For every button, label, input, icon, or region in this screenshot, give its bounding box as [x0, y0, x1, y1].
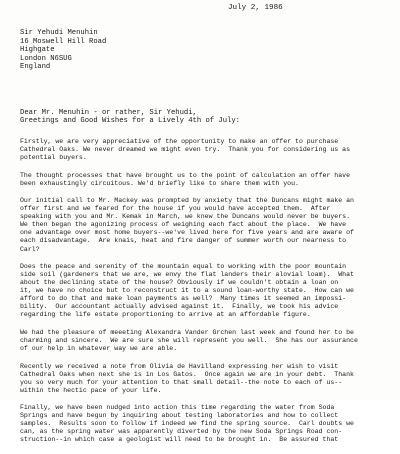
body-line: struction--in which case a geologist will need to be brought in. Be assured that [20, 436, 339, 444]
address-line: London N6SUG [20, 54, 72, 63]
paragraph [20, 404, 392, 444]
body-line: potential buyers. [20, 154, 87, 162]
body-line: of our help in whatever way we are able. [20, 344, 178, 352]
body-line: Recently we received a note from Olivia de Havilland expressing her wish to visit [20, 362, 339, 370]
body-line: offer first and we feared for the house if you would have accepted them. After [20, 205, 331, 213]
body-line: one advantage over most home buyers--we've lived here for five years and are aware of [20, 229, 354, 237]
body-line: Firstly, we are very appreciative of the opportunity to make an offer to purchase [20, 138, 339, 145]
recipient-address [20, 29, 106, 72]
paragraph [20, 172, 392, 188]
body-line: regarding the life estate proportioning to arrive at an affordable figure. [20, 311, 311, 319]
body-line: We had the pleasure of meeeting Alexandra Vander Grchen last week and found her to be [20, 328, 354, 336]
body-line: speaking with you and Mr. Kemak in March, we knew the Duncans would never be buyers. [20, 213, 351, 221]
address-line: 16 Moswell Hill Road [20, 37, 107, 46]
body-line: been exhaustingly circuitous. We'd briefly like to share them with you. [20, 179, 299, 187]
body-line: within the hectic pace of your life. [20, 386, 162, 394]
body-line: charming and sincere. We are sure she will represent you well. She has our assurance [20, 336, 358, 344]
body-line: Springs and have begun by inquiring about testing laboratories and how to collect [20, 412, 339, 420]
body-line: The thought processes that have brought us to the point of calculation an offer have [20, 171, 351, 179]
letter-body [20, 138, 392, 454]
body-line: side soil (gardeners that we are, we envy the flat landers their alovial loam). What [20, 271, 354, 279]
body-line: it, we have no choice but to reconstruct it to a sound loan-worthy state. How can we [20, 287, 354, 295]
body-line: Our initial call to Mr. Mackey was prompted by anxiety that the Duncans might make an [20, 197, 354, 205]
body-line: Carl? [20, 245, 40, 253]
paragraph [20, 197, 392, 253]
body-line: We then began the agonizing process of weighing each fact about the place. We have [20, 221, 347, 229]
paragraph [20, 138, 392, 162]
paragraph [20, 363, 392, 395]
address-line: Sir Yehudi Menuhin [20, 29, 98, 37]
address-line: Highgate [20, 46, 55, 55]
body-line: Does the peace and serenity of the mountain equal to working with the poor mountain [20, 263, 347, 271]
body-line: about the declining state of the house? Obviously if we couldn't obtain a loan on [20, 279, 339, 287]
body-line: samples. Results soon to follow if indeed we find the spring source. Carl doubts we [20, 420, 354, 428]
salutation [20, 109, 240, 125]
letter-date: July 2, 1986 [228, 4, 283, 12]
address-line: England [20, 63, 51, 72]
body-line: you so very much for your attention to that small detail--the note to each of us-- [20, 378, 343, 386]
body-line: Finally, we have been nudged into action this time regarding the water from Soda [20, 404, 335, 412]
body-line: afford to do that and make loan payments as well? Many times it seemed an impossi- [20, 295, 347, 303]
paragraph [20, 263, 392, 319]
salutation-line: Greetings and Good Wishes for a Lively 4th of July: [20, 117, 240, 126]
body-line: bility. Our accountant actually advised against it. Finally, we took his advice [20, 303, 339, 311]
salutation-line: Dear Mr. Menuhin - or rather, Sir Yehudi, [20, 109, 197, 117]
paragraph [20, 329, 392, 353]
body-line: each disadvantage. Are knais, heat and fire danger of summer worth our nearness to [20, 237, 347, 245]
body-line: Cathedral Oaks when next she is in Los Gatos. Once again we are in your debt. Thank [20, 370, 354, 378]
body-line: can, as the spring water was apparently diverted by the new Soda Springs Road con- [20, 428, 343, 436]
body-line: Cathedral Oaks. We never dreamed we might even try. Thank you for considering us as [20, 146, 351, 154]
